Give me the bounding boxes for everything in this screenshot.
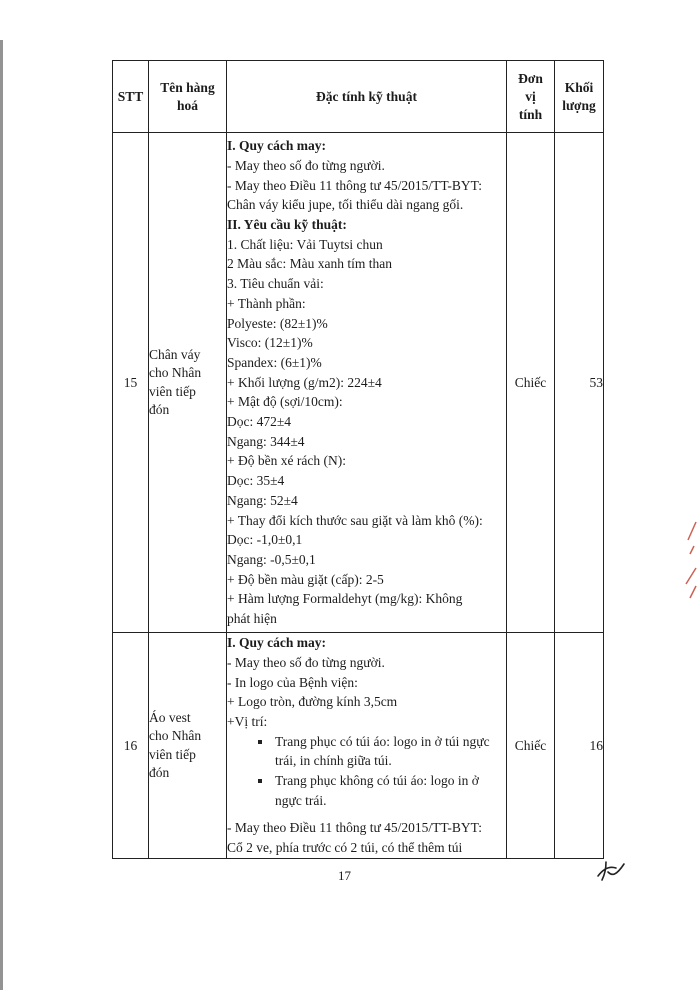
spec-line: + Độ bền màu giặt (cấp): 2-5	[227, 571, 384, 587]
header-line: Khối	[564, 79, 594, 95]
spec-line: - May theo Điều 11 thông tư 45/2015/TT-BYT:	[227, 177, 482, 193]
spec-line-text: trái, in chính giữa túi.	[275, 753, 392, 769]
spec-line-text: Trang phục không có túi áo: logo in ở	[275, 773, 479, 789]
name-line: Áo vest	[149, 709, 191, 725]
spec-line-text: ngực trái.	[275, 792, 327, 808]
spec-line: Polyeste: (82±1)%	[227, 315, 328, 331]
page-edge-shadow	[0, 40, 3, 990]
page-number: 17	[338, 868, 351, 883]
spec-line: - May theo số đo từng người.	[227, 654, 385, 670]
spec-line: + Thành phần:	[227, 295, 306, 311]
spec-line: + Hàm lượng Formaldehyt (mg/kg): Không	[227, 591, 463, 607]
name-line: đón	[149, 765, 170, 780]
spec-line: - In logo của Bệnh viện:	[227, 674, 358, 690]
header-line: tính	[518, 106, 543, 122]
spec-line: Ngang: 344±4	[227, 433, 305, 449]
header-quantity	[555, 61, 604, 133]
header-line: vị	[525, 88, 536, 104]
header-unit	[507, 61, 555, 133]
spec-line: Cổ 2 ve, phía trước có 2 túi, có thể thêm túi	[227, 840, 463, 856]
row-specifications	[227, 633, 507, 859]
row-quantity: 16	[555, 633, 604, 859]
header-specifications: Đặc tính kỹ thuật	[227, 61, 507, 133]
spec-line: + Logo tròn, đường kính 3,5cm	[227, 694, 398, 710]
spec-line: phát hiện	[227, 611, 277, 627]
spec-spacer	[227, 810, 506, 818]
spec-bullet-item	[227, 771, 506, 791]
spec-section-heading: II. Yêu cầu kỹ thuật:	[227, 217, 347, 233]
name-line: đón	[149, 402, 170, 417]
spec-line: Visco: (12±1)%	[227, 335, 313, 351]
table-header-row	[113, 61, 604, 133]
spec-line: Chân váy kiểu jupe, tối thiểu dài ngang gối.	[227, 197, 464, 213]
spec-line: - May theo Điều 11 thông tư 45/2015/TT-BYT:	[227, 820, 482, 836]
header-line: hoá	[176, 97, 198, 113]
spec-line: 2 Màu sắc: Màu xanh tím than	[227, 256, 392, 272]
bullet-square-icon	[258, 740, 262, 744]
row-product-name	[149, 633, 227, 859]
row-specifications	[227, 133, 507, 633]
spec-line: Ngang: 52±4	[227, 492, 298, 508]
header-product-name	[149, 61, 227, 133]
spec-line: 3. Tiêu chuẩn vải:	[227, 276, 324, 292]
spec-line: Dọc: -1,0±0,1	[227, 532, 303, 548]
spec-bullet-continuation	[227, 791, 506, 811]
spec-line: Ngang: -0,5±0,1	[227, 551, 316, 567]
spec-line: Spandex: (6±1)%	[227, 354, 322, 370]
row-unit: Chiếc	[507, 133, 555, 633]
spec-section-heading: I. Quy cách may:	[227, 138, 326, 154]
spec-line: + Thay đổi kích thước sau giặt và làm khô (%):	[227, 512, 483, 528]
row-stt: 15	[113, 133, 149, 633]
spec-section-heading: I. Quy cách may:	[227, 635, 326, 651]
spec-line: + Khối lượng (g/m2): 224±4	[227, 374, 382, 390]
name-line: Chân váy	[149, 346, 201, 362]
spec-line: + Mật độ (sợi/10cm):	[227, 394, 343, 410]
spec-line: 1. Chất liệu: Vải Tuytsi chun	[227, 236, 383, 252]
name-line: cho Nhân	[149, 728, 202, 743]
table-row	[113, 133, 604, 633]
spec-bullet-item	[227, 732, 506, 752]
spec-line: + Độ bền xé rách (N):	[227, 453, 346, 469]
spec-line: Dọc: 472±4	[227, 414, 292, 430]
red-stamp-fragment-icon	[680, 520, 698, 600]
header-stt: STT	[113, 61, 149, 133]
name-line: cho Nhân	[149, 365, 202, 380]
spec-line: +Vị trí:	[227, 713, 268, 729]
name-line: viên tiếp	[149, 746, 196, 762]
bullet-square-icon	[258, 779, 262, 783]
spec-line-text: Trang phục có túi áo: logo in ở túi ngực	[275, 733, 490, 749]
spec-line: - May theo số đo từng người.	[227, 157, 385, 173]
row-product-name	[149, 133, 227, 633]
technical-spec-table	[112, 60, 604, 859]
row-quantity: 53	[555, 133, 604, 633]
row-stt: 16	[113, 633, 149, 859]
header-line: Tên hàng	[160, 79, 215, 95]
header-line: Đơn	[518, 70, 543, 86]
row-unit: Chiếc	[507, 633, 555, 859]
spec-bullet-continuation	[227, 751, 506, 771]
spec-line: Dọc: 35±4	[227, 473, 285, 489]
table-row	[113, 633, 604, 859]
initials-signature-icon	[594, 858, 628, 884]
name-line: viên tiếp	[149, 383, 196, 399]
header-line: lượng	[562, 97, 596, 113]
